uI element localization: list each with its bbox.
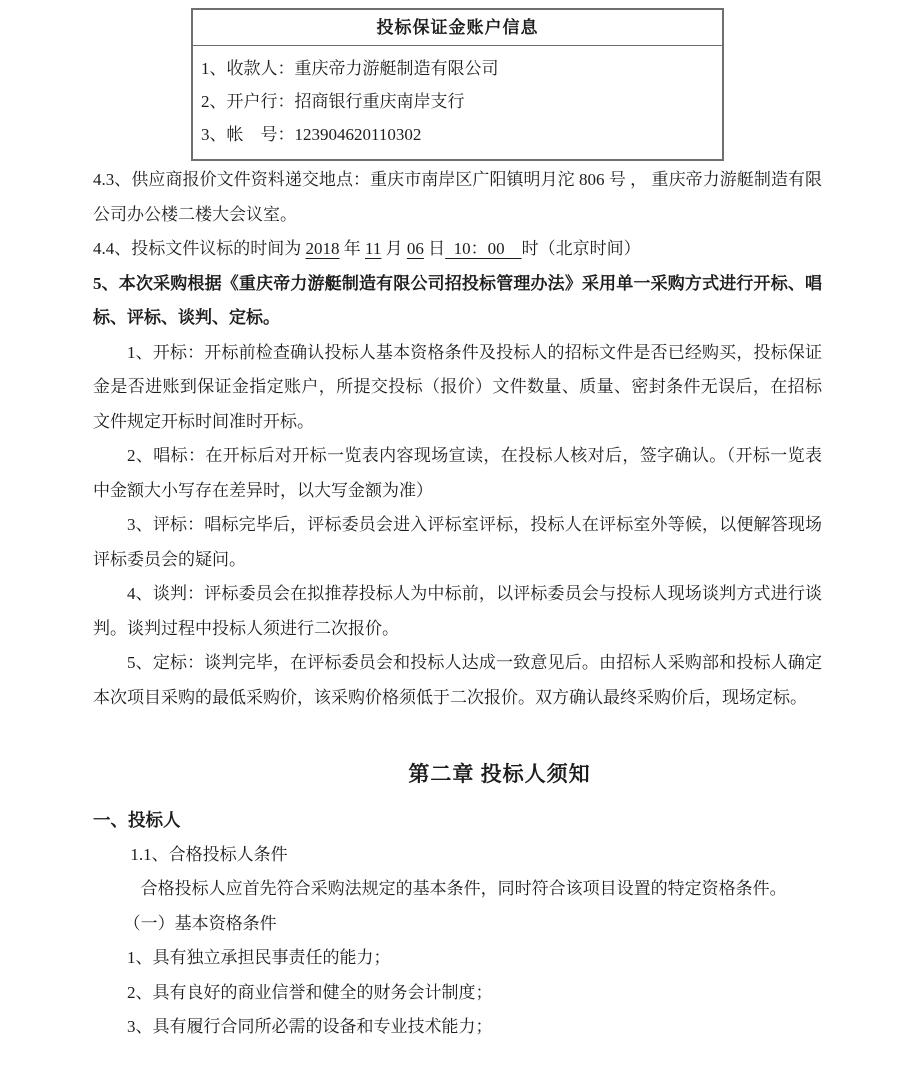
basic-qualification-title: （一）基本资格条件 (123, 913, 277, 933)
bid-time-year-label: 年 (339, 239, 365, 258)
bid-time-day-label: 日 (423, 239, 446, 258)
step-para-negotiate: 4、谈判：评标委员会在拟推荐投标人为中标前，以评标委员会与投标人现场谈判方式进行谈判。谈判过程中投标人须进行二次报价。 (93, 584, 822, 638)
section-heading-bidder: 一、投标人 (93, 810, 181, 830)
bid-time-month-label: 月 (381, 239, 407, 258)
para-4-4-bid-time (93, 232, 822, 267)
step-para-award: 5、定标：谈判完毕，在评标委员会和投标人达成一致意见后。由招标人采购部和投标人确定本次项目采购的最低采购价，该采购价格须低于二次报价。双方确认最终采购价后，现场定标。 (93, 653, 822, 707)
bid-time-month-value: 11 (365, 239, 382, 258)
bid-time-suffix: 时（北京时间） (521, 239, 641, 258)
table-row-account-number: 3、帐 号：123904620110302 (201, 125, 422, 144)
bid-time-day-value: 06 (406, 239, 424, 258)
step-para-open-bid: 1、开标：开标前检查确认投标人基本资格条件及投标人的招标文件是否已经购买，投标保证金是否进账到保证金指定账户，所提交投标（报价）文件数量、质量、密封条件无误后，在招标文件规定开标时间准时开标。 (93, 342, 822, 431)
table-row-payee: 1、收款人：重庆帝力游艇制造有限公司 (201, 59, 499, 78)
chapter-2-heading: 第二章 投标人须知 (408, 762, 591, 786)
step-para-evaluate-bid: 3、评标：唱标完毕后，评标委员会进入评标室评标，投标人在评标室外等候，以便解答现场评标委员会的疑问。 (93, 515, 822, 569)
para-5-procurement-method: 5、本次采购根据《重庆帝力游艇制造有限公司招投标管理办法》采用单一采购方式进行开标、唱标、评标、谈判、定标。 (93, 273, 822, 327)
bid-time-hour-value: 10：00 (445, 239, 522, 258)
basic-qualification-item: 2、具有良好的商业信誉和健全的财务会计制度； (127, 982, 493, 1002)
deposit-table-body (193, 46, 722, 159)
subsection-1-1-title: 1.1、合格投标人条件 (130, 844, 288, 864)
subsection-1-1-body: 合格投标人应首先符合采购法规定的基本条件，同时符合该项目设置的特定资格条件。 (140, 879, 787, 898)
bid-time-prefix: 4.4、投标文件议标的时间为 (93, 239, 306, 258)
bid-time-year-value: 2018 (305, 239, 340, 258)
basic-qualification-item: 1、具有独立承担民事责任的能力； (127, 948, 391, 967)
table-row-bank: 2、开户行：招商银行重庆南岸支行 (201, 92, 465, 111)
para-4-3-delivery-location: 4.3、供应商报价文件资料递交地点：重庆市南岸区广阳镇明月沱 806 号 ， 重庆帝力游艇制造有限公司办公楼二楼大会议室。 (93, 170, 822, 224)
deposit-table-title: 投标保证金账户信息 (193, 10, 722, 46)
basic-qualification-item: 3、具有履行合同所必需的设备和专业技术能力； (127, 1017, 493, 1036)
step-para-read-bid: 2、唱标：在开标后对开标一览表内容现场宣读，在投标人核对后，签字确认。（开标一览表中金额大小写存在差异时，以大写金额为准） (93, 446, 822, 500)
deposit-table (191, 8, 724, 161)
